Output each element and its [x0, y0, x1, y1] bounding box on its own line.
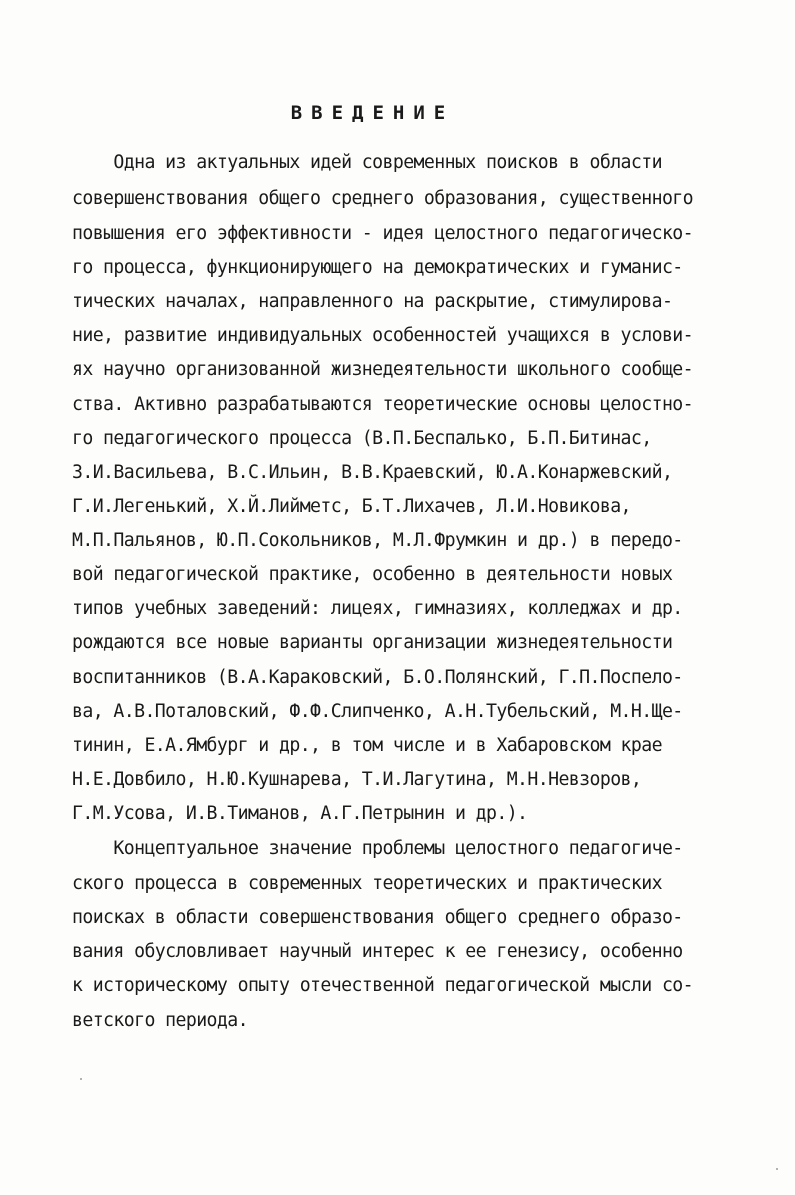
text-line: го педагогического процесса (В.П.Беспалько, Б.П.Битинас, — [72, 428, 652, 449]
text-line: Г.М.Усова, И.В.Тиманов, А.Г.Петрынин и др.). — [72, 803, 528, 824]
text-line: ства. Активно разрабатываются теоретические основы целостно- — [72, 394, 693, 415]
text-line: ветского периода. — [72, 1010, 248, 1031]
text-line: вой педагогической практике, особенно в деятельности новых — [72, 564, 673, 585]
text-line: рождаются все новые варианты организации жизнедеятельности — [72, 632, 673, 653]
text-line: Одна из актуальных идей современных поисков в области — [72, 152, 662, 173]
text-line: совершенствования общего среднего образования, существенного — [72, 188, 693, 209]
text-line: ского процесса в современных теоретических и практических — [72, 873, 662, 894]
text-line: тинин, Е.А.Ямбург и др., в том числе и в Хабаровском крае — [72, 735, 662, 756]
text-line: к историческому опыту отечественной педагогической мысли со- — [72, 975, 693, 996]
text-line: поисках в области совершенствования общего среднего образо- — [72, 907, 683, 928]
text-line: ва, А.В.Поталовский, Ф.Ф.Слипченко, А.Н.Тубельский, М.Н.Ще- — [72, 701, 683, 722]
text-line: тических началах, направленного на раскрытие, стимулирова- — [72, 291, 673, 312]
text-line: Концептуальное значение проблемы целостного педагогиче- — [72, 838, 683, 859]
page-title: ВВЕДЕНИЕ — [290, 102, 455, 124]
text-line: го процесса, функционирующего на демократических и гуманис- — [72, 257, 683, 278]
text-line: вания обусловливает научный интерес к ее генезису, особенно — [72, 941, 683, 962]
text-line: повышения его эффективности - идея целостного педагогическо- — [72, 223, 693, 244]
text-line: ние, развитие индивидуальных особенностей учащихся в услови- — [72, 325, 693, 346]
text-line: ях научно организованной жизнедеятельности школьного сообще- — [72, 359, 693, 380]
text-line: типов учебных заведений: лицеях, гимназиях, колледжах и др. — [72, 598, 683, 619]
scan-speck — [776, 1168, 778, 1170]
text-line: З.И.Васильева, В.С.Ильин, В.В.Краевский, Ю.А.Конаржевский, — [72, 462, 673, 483]
scan-speck — [80, 1078, 82, 1080]
text-line: Г.И.Легенький, Х.Й.Лийметс, Б.Т.Лихачев, Л.И.Новикова, — [72, 496, 631, 517]
text-line: воспитанников (В.А.Караковский, Б.О.Полянский, Г.П.Поспело- — [72, 667, 683, 688]
text-line: Н.Е.Довбило, Н.Ю.Кушнарева, Т.И.Лагутина, М.Н.Невзоров, — [72, 769, 642, 790]
text-line: М.П.Пальянов, Ю.П.Сокольников, М.Л.Фрумкин и др.) в передо- — [72, 530, 683, 551]
